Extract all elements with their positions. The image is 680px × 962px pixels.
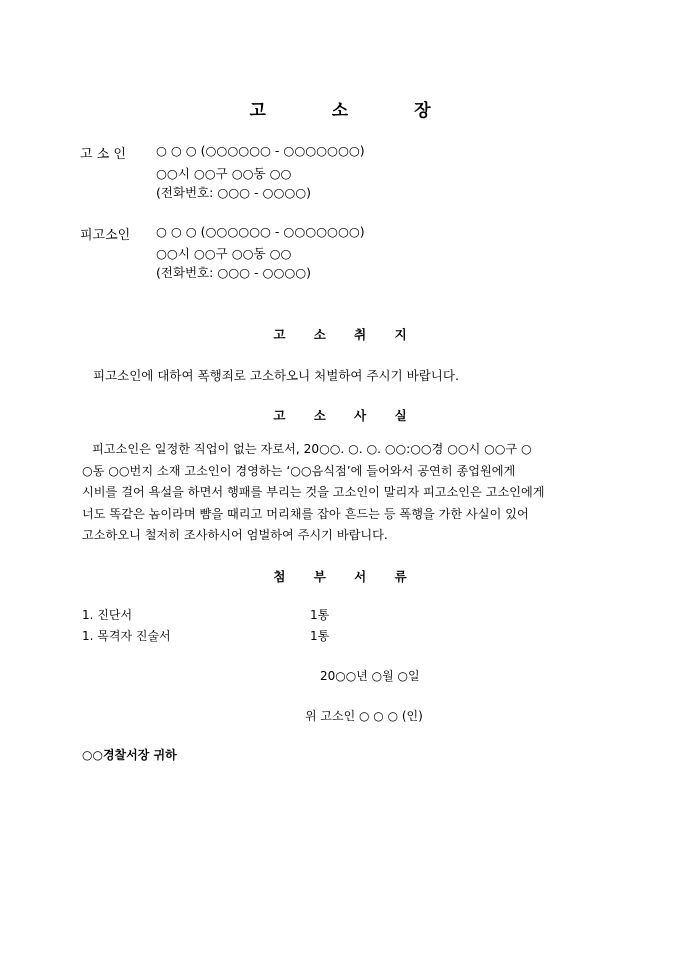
purpose-heading: 고 소 취 지 [273, 327, 419, 342]
defendant-label: 피고소인 [80, 228, 131, 243]
defendant-phone: (전화번호: ○○○ - ○○○○) [156, 265, 312, 280]
complainant-name-line: ○ ○ ○ (○○○○○○ - ○○○○○○○) [156, 143, 365, 158]
attachment-item-name: 1. 진단서 [82, 608, 133, 622]
document-date: 20○○년 ○월 ○일 [320, 669, 420, 683]
facts-line: 피고소인은 일정한 직업이 없는 자로서, 20○○. ○. ○. ○○:○○경 ○○시 ○○구 ○ [92, 442, 532, 456]
purpose-text: 피고소인에 대하여 폭행죄로 고소하오니 처벌하여 주시기 바랍니다. [93, 368, 459, 383]
attachments-heading: 첨 부 서 류 [273, 569, 419, 584]
complainant-address: ○○시 ○○구 ○○동 ○○ [156, 166, 292, 181]
facts-paragraph [82, 439, 598, 547]
facts-line: ○동 ○○번지 소재 고소인이 경영하는 ‘○○음식점’에 들어와서 공연히 종업원에게 [82, 463, 516, 478]
facts-line: 시비를 걸어 욕설을 하면서 행패를 부리는 것을 고소인이 말리자 피고소인은 고소인에게 [82, 485, 545, 499]
complainant-label: 고 소 인 [80, 147, 126, 162]
facts-line: 너도 똑같은 놈이라며 뺨을 때리고 머리채를 잡아 흔드는 등 폭행을 가한 사실이 있어 [82, 506, 529, 521]
attachment-item-qty: 1통 [310, 629, 330, 643]
facts-line: 고소하오니 철저히 조사하시어 엄벌하여 주시기 바랍니다. [82, 528, 388, 542]
attachment-item-name: 1. 목격자 진술서 [82, 629, 171, 643]
document-title: 고 소 장 [249, 101, 461, 121]
complainant-phone: (전화번호: ○○○ - ○○○○) [156, 185, 312, 200]
facts-heading: 고 소 사 실 [273, 408, 419, 423]
defendant-name-line: ○ ○ ○ (○○○○○○ - ○○○○○○○) [156, 224, 365, 239]
defendant-address: ○○시 ○○구 ○○동 ○○ [156, 246, 292, 261]
attachment-item-qty: 1통 [310, 608, 330, 622]
recipient: ○○경찰서장 귀하 [82, 748, 177, 762]
signature-line: 위 고소인 ○ ○ ○ (인) [305, 709, 423, 723]
